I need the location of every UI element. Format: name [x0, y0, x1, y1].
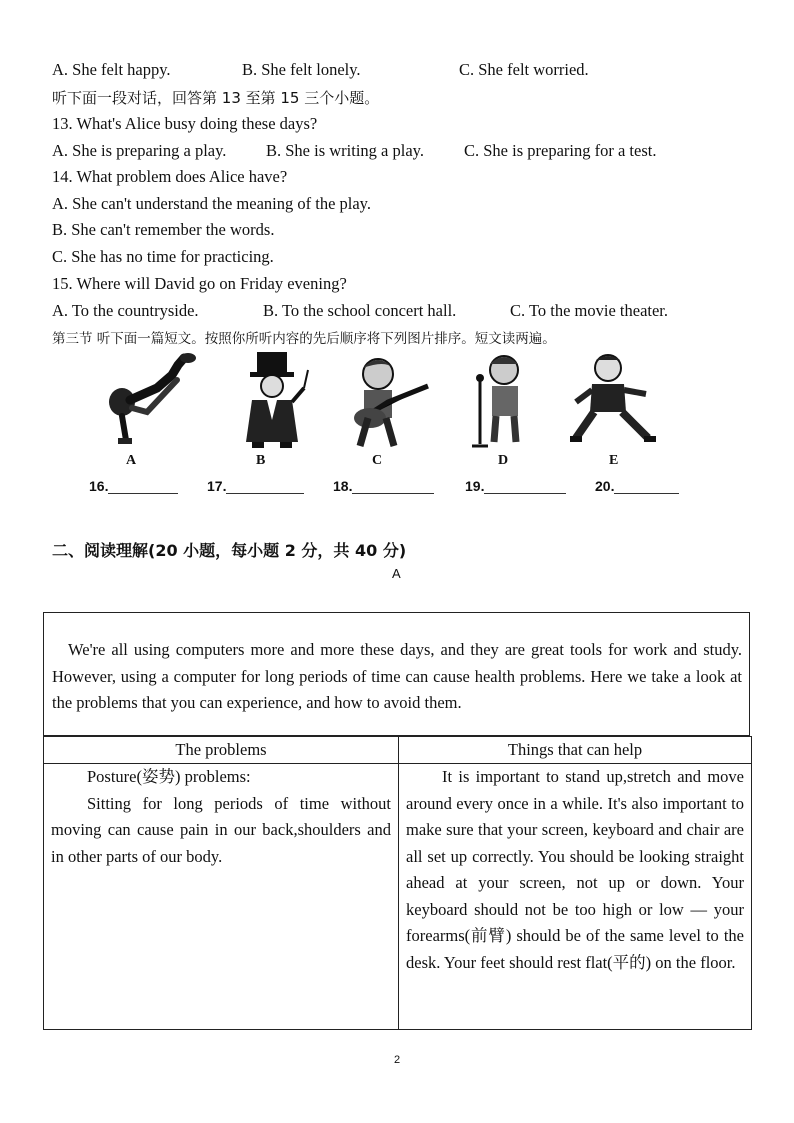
- blank-line: [614, 481, 679, 494]
- problem-text: Sitting for long periods of time without moving can cause pain in our back,shoulders and in other parts of our body.: [51, 793, 391, 866]
- answer-blank-17[interactable]: [207, 478, 304, 494]
- intro-box: [43, 612, 750, 736]
- problem-title: Posture(姿势) problems:: [87, 767, 251, 786]
- blank-number: 17.: [207, 478, 227, 494]
- reading-section-title: 二、阅读理解(20 小题，每小题 2 分，共 40 分): [52, 541, 407, 560]
- blank-number: 20.: [595, 478, 615, 494]
- passage-letter: A: [392, 566, 401, 581]
- picture-label-e: E: [609, 453, 619, 468]
- blank-number: 18.: [333, 478, 353, 494]
- q15-question: 15. Where will David go on Friday evening?: [52, 274, 347, 293]
- q14-question: 14. What problem does Alice have?: [52, 167, 288, 186]
- blank-number: 19.: [465, 478, 485, 494]
- answer-blank-16[interactable]: [89, 478, 178, 494]
- problem-cell: [44, 764, 399, 1030]
- blank-line: [108, 481, 178, 494]
- q14-option-c: C. She has no time for practicing.: [52, 247, 274, 266]
- blank-line: [484, 481, 566, 494]
- answer-blank-18[interactable]: [333, 478, 434, 494]
- q12-option-b: B. She felt lonely.: [242, 60, 361, 79]
- header-problems: The problems: [44, 737, 399, 764]
- page-number: 2: [393, 1054, 401, 1066]
- q14-option-b: B. She can't remember the words.: [52, 220, 275, 239]
- singer-icon: [452, 350, 562, 450]
- q15-option-a: A. To the countryside.: [52, 301, 199, 320]
- table-header-row: [44, 737, 752, 764]
- header-help: Things that can help: [399, 737, 752, 764]
- help-text: It is important to stand up,stretch and move around every once in a while. It's also important to make sure that your screen, keyboard and chair are all set up correctly. You should be looking straight ahead at your screen, not up or down. Your keyboard should not be too high or low — your forearms(前臂) should be of the same level to the desk. Your feet should rest flat(平的) on the floor.: [406, 767, 744, 972]
- guitarist-icon: [330, 350, 440, 450]
- q13-option-c: C. She is preparing for a test.: [464, 141, 657, 160]
- blank-line: [226, 481, 304, 494]
- picture-label-c: C: [372, 453, 383, 468]
- q12-option-c: C. She felt worried.: [459, 60, 589, 79]
- q13-question: 13. What's Alice busy doing these days?: [52, 114, 318, 133]
- picture-label-a: A: [126, 453, 137, 468]
- q15-option-c: C. To the movie theater.: [510, 301, 669, 320]
- q13-option-b: B. She is writing a play.: [266, 141, 424, 160]
- magician-icon: [222, 350, 332, 450]
- section3-instruction: 第三节 听下面一篇短文。按照你所听内容的先后顺序将下列图片排序。短文读两遍。: [52, 331, 556, 347]
- q15-option-b: B. To the school concert hall.: [263, 301, 457, 320]
- intro-paragraph: We're all using computers more and more these days, and they are great tools for work and study. However, using a computer for long periods of time can cause health problems. Here we take a look at the problems that you can experience, and how to avoid them.: [52, 640, 742, 712]
- blank-number: 16.: [89, 478, 109, 494]
- answer-blank-20[interactable]: [595, 478, 679, 494]
- problems-table: [43, 736, 752, 1030]
- kungfu-icon: [562, 350, 672, 450]
- q13-option-a: A. She is preparing a play.: [52, 141, 227, 160]
- answer-blank-19[interactable]: [465, 478, 566, 494]
- breakdancer-icon: [92, 350, 202, 450]
- picture-label-d: D: [498, 453, 509, 468]
- picture-label-b: B: [256, 453, 266, 468]
- dialogue-instruction: 听下面一段对话，回答第 13 至第 15 三个小题。: [52, 89, 380, 107]
- q12-option-a: A. She felt happy.: [52, 60, 171, 79]
- table-row: [44, 764, 752, 1030]
- help-cell: [399, 764, 752, 1030]
- q14-option-a: A. She can't understand the meaning of the play.: [52, 194, 371, 213]
- blank-line: [352, 481, 434, 494]
